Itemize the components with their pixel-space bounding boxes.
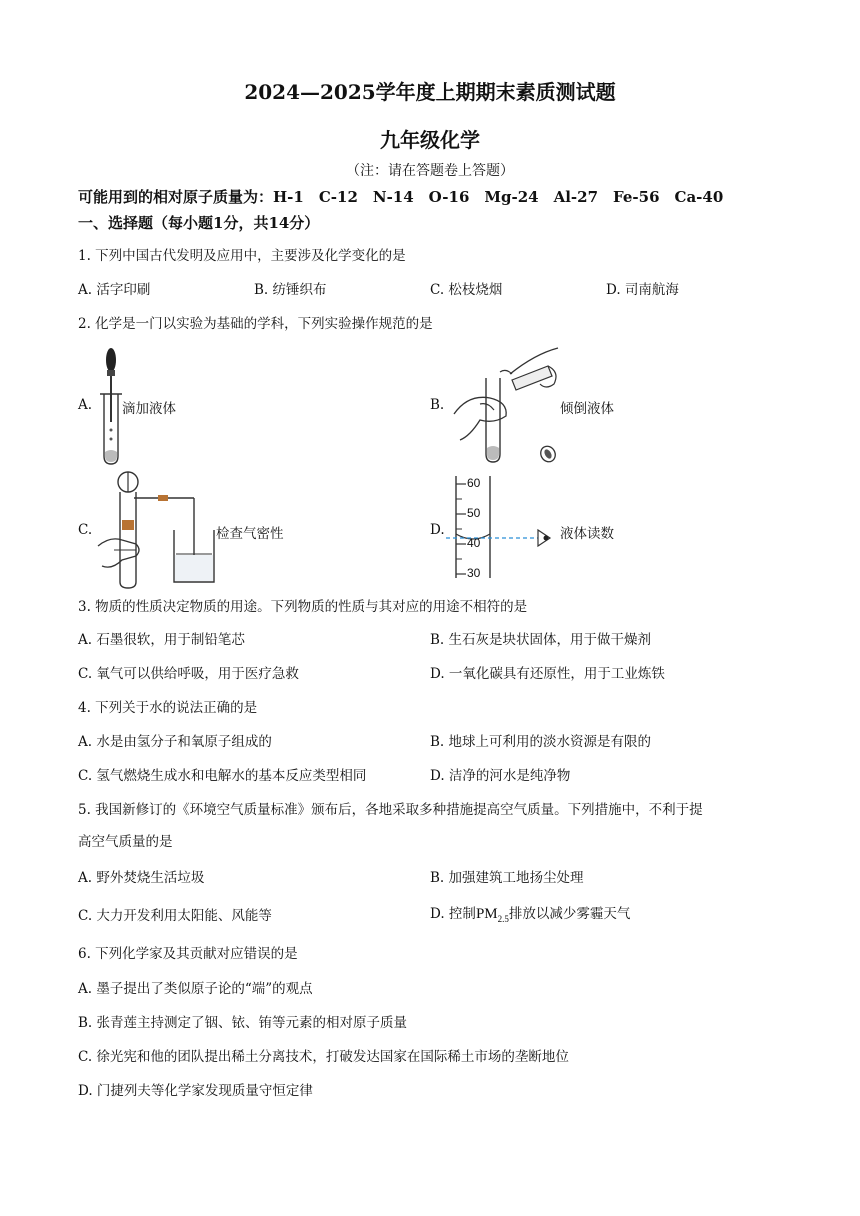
q3-option-a: A. 石墨很软，用于制铅笔芯 bbox=[78, 632, 245, 648]
q5-option-d-suffix: 排放以减少雾霾天气 bbox=[508, 906, 631, 922]
pm-text: PM bbox=[475, 906, 498, 922]
q2-option-a-label: 滴加液体 bbox=[122, 401, 176, 417]
q1-stem: 1. 下列中国古代发明及应用中，主要涉及化学变化的是 bbox=[78, 248, 406, 264]
q4-stem: 4. 下列关于水的说法正确的是 bbox=[78, 700, 258, 716]
exam-subtitle: 九年级化学 bbox=[380, 128, 480, 152]
q5-option-d-prefix: D. 控制 bbox=[430, 906, 476, 922]
q4-option-c: C. 氢气燃烧生成水和电解水的基本反应类型相同 bbox=[78, 768, 367, 784]
atomic-masses: 可能用到的相对原子质量为：H-1 C-12 N-14 O-16 Mg-24 Al-27 Fe-56 Ca-40 bbox=[78, 188, 724, 206]
q2-option-c-label: 检查气密性 bbox=[216, 526, 284, 542]
q3-option-b: B. 生石灰是块状固体，用于做干燥剂 bbox=[430, 632, 652, 648]
q5-stem-line2: 高空气质量的是 bbox=[78, 834, 173, 850]
q1-option-b: B. 纺锤织布 bbox=[254, 282, 327, 298]
q1-option-c: C. 松枝烧烟 bbox=[430, 282, 503, 298]
cylinder-tick-40: 40 bbox=[467, 536, 481, 550]
cylinder-tick-30: 30 bbox=[467, 566, 481, 580]
q4-option-d: D. 洁净的河水是纯净物 bbox=[430, 768, 571, 784]
q3-stem: 3. 物质的性质决定物质的用途。下列物质的性质与其对应的用途不相符的是 bbox=[78, 599, 528, 615]
graduated-cylinder-illustration bbox=[446, 474, 558, 582]
pm25-symbol bbox=[476, 906, 509, 922]
q5-option-a: A. 野外焚烧生活垃圾 bbox=[78, 870, 205, 886]
q2-option-b-letter: B. bbox=[430, 397, 445, 413]
q2-option-d-label: 液体读数 bbox=[560, 526, 614, 542]
q3-option-d: D. 一氧化碳具有还原性，用于工业炼铁 bbox=[430, 666, 665, 682]
section-heading: 一、选择题（每小题1分，共14分） bbox=[78, 214, 320, 232]
airtightness-illustration bbox=[96, 470, 216, 588]
q2-option-b-label: 倾倒液体 bbox=[560, 401, 614, 417]
q2-stem: 2. 化学是一门以实验为基础的学科，下列实验操作规范的是 bbox=[78, 316, 433, 332]
q6-option-b: B. 张青莲主持测定了铟、铱、铕等元素的相对原子质量 bbox=[78, 1015, 408, 1031]
cylinder-tick-50: 50 bbox=[467, 506, 481, 520]
q5-option-c: C. 大力开发利用太阳能、风能等 bbox=[78, 908, 272, 924]
pouring-illustration bbox=[450, 344, 570, 468]
q2-option-c-letter: C. bbox=[78, 522, 93, 538]
q4-option-a: A. 水是由氢分子和氧原子组成的 bbox=[78, 734, 272, 750]
q5-option-b: B. 加强建筑工地扬尘处理 bbox=[430, 870, 584, 886]
q1-option-a: A. 活字印刷 bbox=[78, 282, 151, 298]
q5-stem-line1: 5. 我国新修订的《环境空气质量标准》颁布后，各地采取多种措施提高空气质量。下列措施中，不利于提 bbox=[78, 802, 703, 818]
exam-note: （注：请在答题卷上答题） bbox=[346, 163, 514, 179]
exam-title: 2024—2025学年度上期期末素质测试题 bbox=[244, 80, 616, 104]
q6-option-d: D. 门捷列夫等化学家发现质量守恒定律 bbox=[78, 1083, 313, 1099]
q2-option-d-letter: D. bbox=[430, 522, 445, 538]
cylinder-tick-60: 60 bbox=[467, 476, 481, 490]
q5-option-d bbox=[430, 902, 630, 924]
q4-option-b: B. 地球上可利用的淡水资源是有限的 bbox=[430, 734, 652, 750]
q6-option-c: C. 徐光宪和他的团队提出稀土分离技术，打破发达国家在国际稀土市场的垄断地位 bbox=[78, 1049, 569, 1065]
pm-subscript: 2.5 bbox=[497, 914, 509, 924]
q1-option-d: D. 司南航海 bbox=[606, 282, 679, 298]
q6-stem: 6. 下列化学家及其贡献对应错误的是 bbox=[78, 946, 298, 962]
q3-option-c: C. 氧气可以供给呼吸，用于医疗急救 bbox=[78, 666, 299, 682]
q6-option-a: A. 墨子提出了类似原子论的“端”的观点 bbox=[78, 981, 313, 997]
q2-option-a-letter: A. bbox=[78, 397, 93, 413]
